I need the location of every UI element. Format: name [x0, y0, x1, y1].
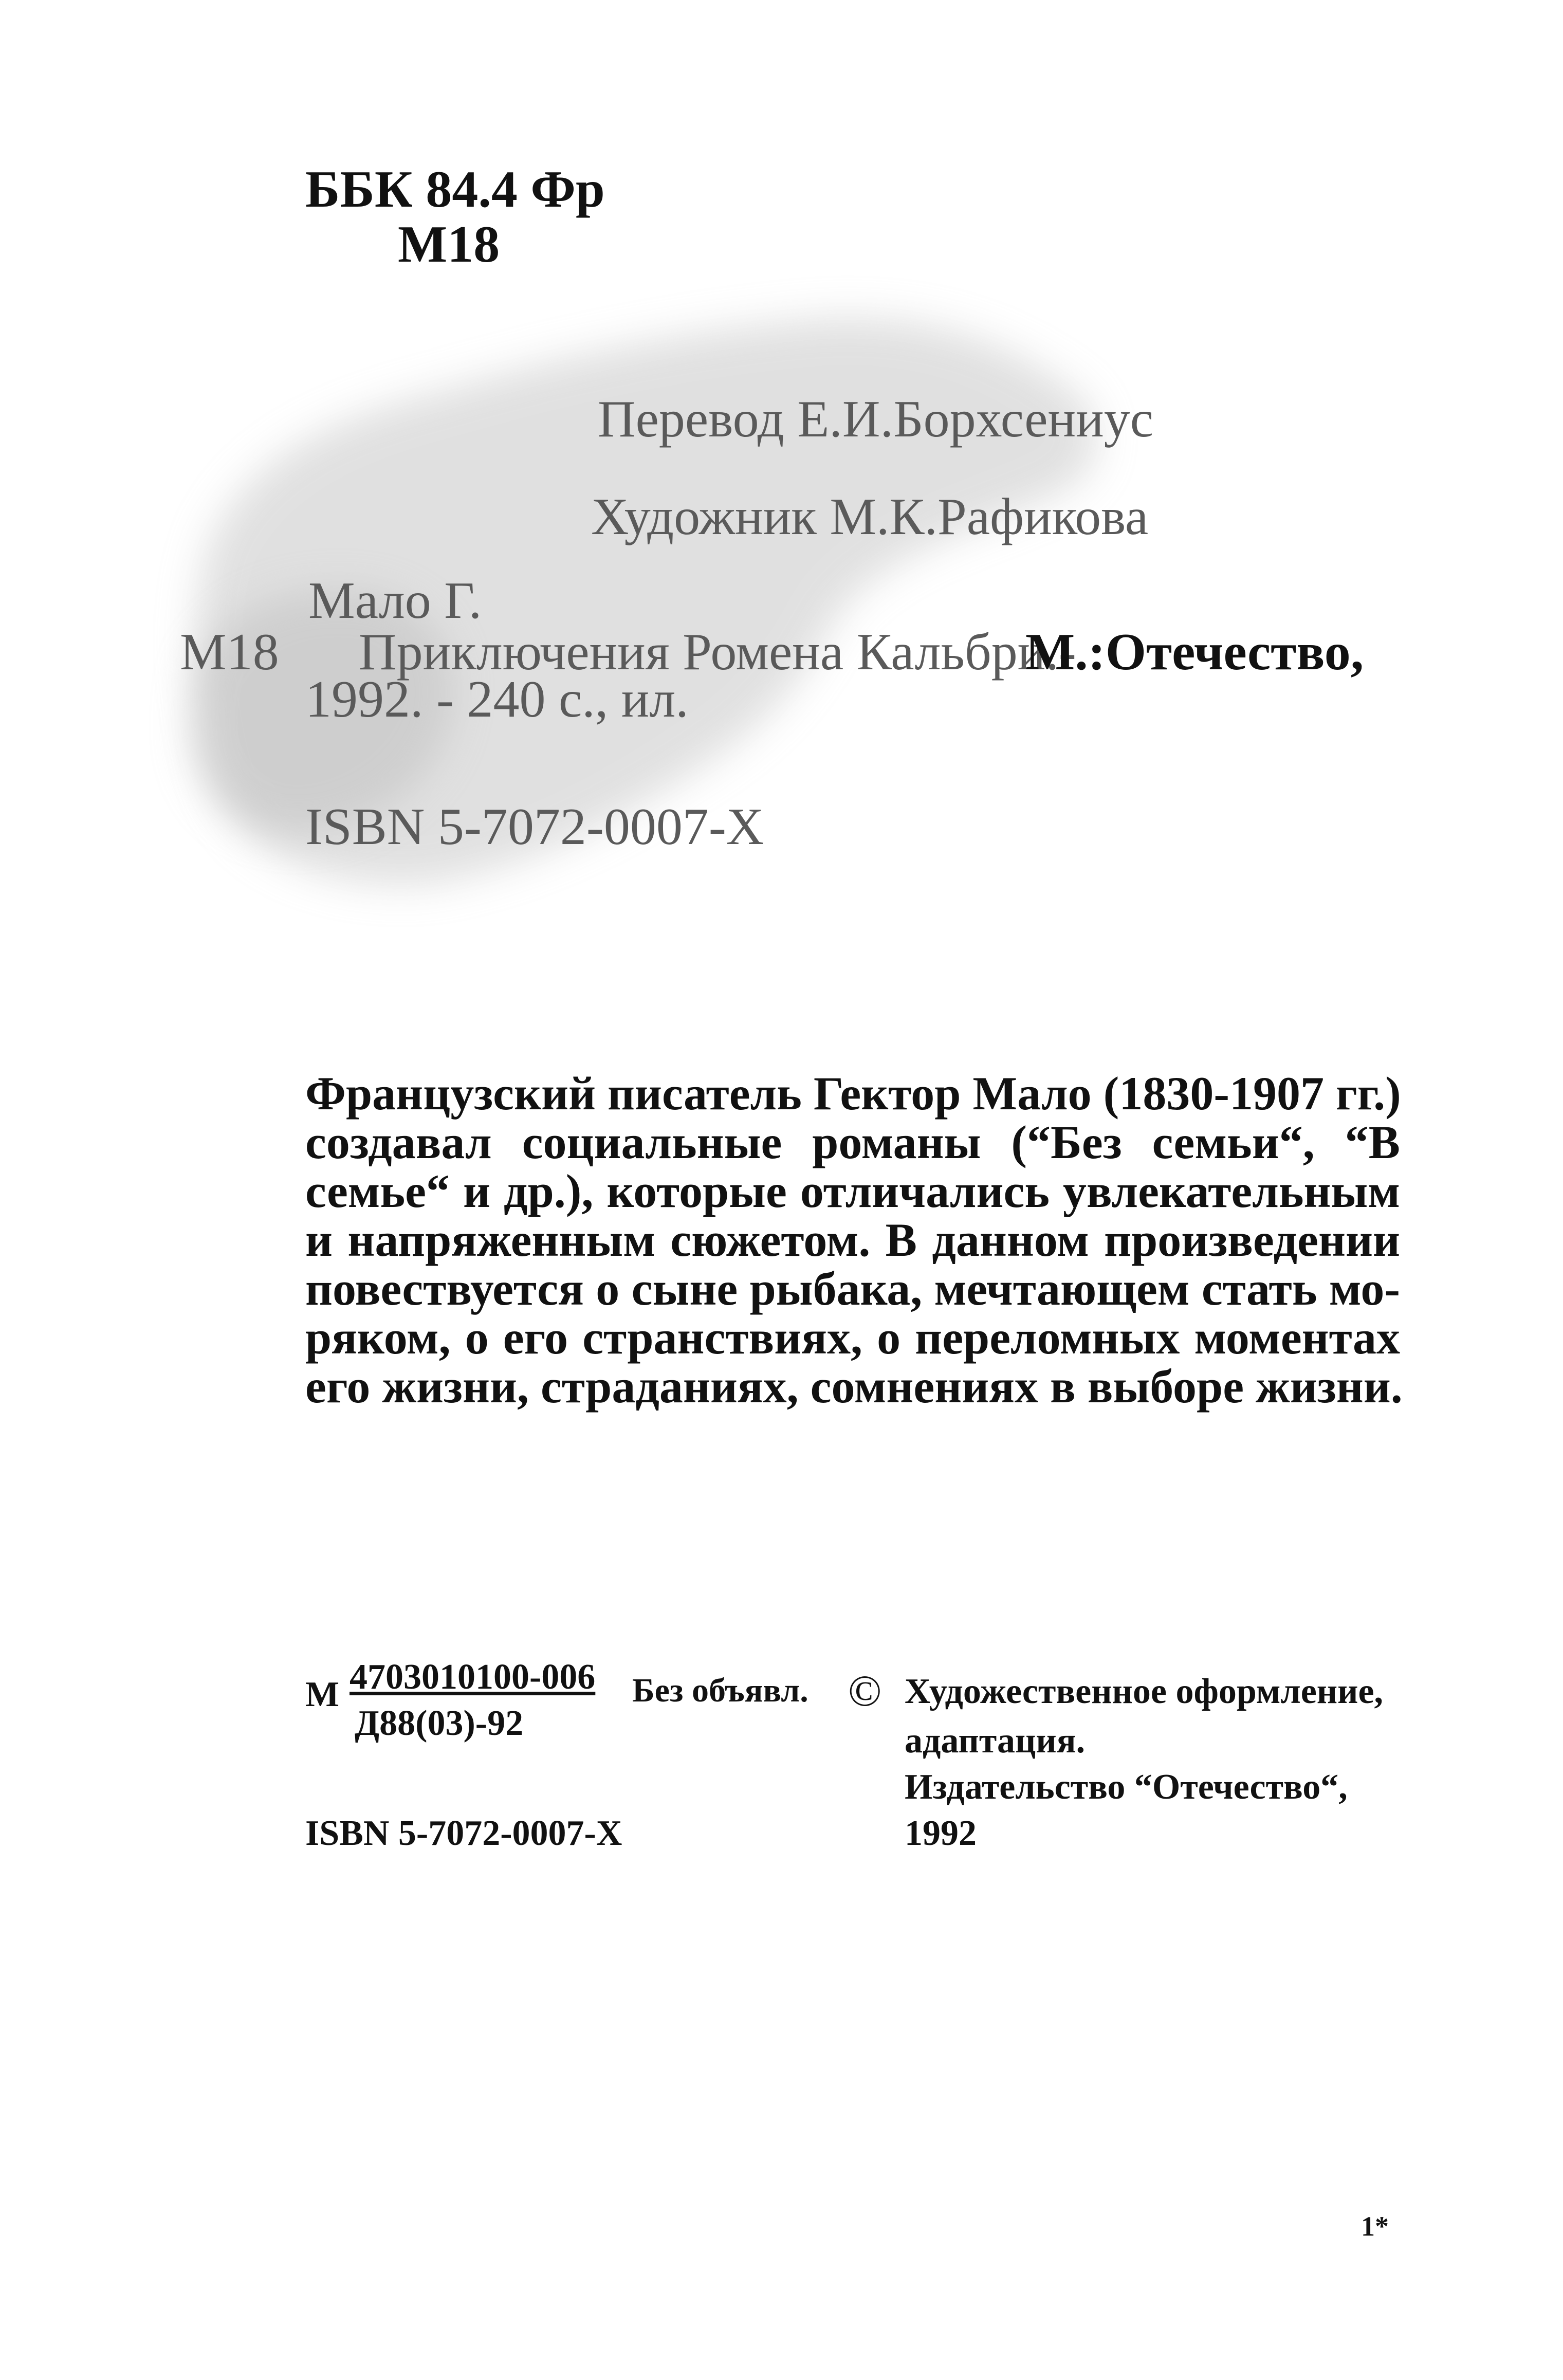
catalog-year-pages: 1992. - 240 с., ил. [305, 670, 689, 728]
annotation-paragraph [305, 1067, 1403, 1413]
catalog-side-mark: М18 [180, 623, 279, 681]
annotation-line: его жизни, страданиях, сомнениях в выборе жизни. [305, 1360, 1403, 1413]
catalog-isbn: ISBN 5-7072-0007-X [305, 798, 764, 856]
imprint-code: Д88(03)-92 [355, 1704, 524, 1743]
catalog-author: Мало Г. [308, 572, 482, 630]
author-mark: М18 [398, 215, 500, 273]
imprint-prefix: М [305, 1675, 340, 1714]
annotation-line: Французский писатель Гектор Мало (1830-1907 гг.) [305, 1067, 1401, 1120]
catalog-publisher: М.:Отечество, [1025, 623, 1364, 681]
translator-credit: Перевод Е.И.Борхсениус [598, 390, 1153, 448]
annotation-line: ряком, о его странствиях, о переломных моментах [305, 1311, 1400, 1364]
annotation-line: создавал социальные романы (“Без семьи“, “В [305, 1116, 1400, 1168]
rights-line-3: Издательство “Отечество“, [905, 1767, 1348, 1807]
catalog-title: Приключения Ромена Кальбри.- [359, 623, 1076, 681]
artist-credit: Художник М.К.Рафикова [591, 488, 1149, 546]
annotation-line: и напряженным сюжетом. В данном произведении [305, 1214, 1400, 1266]
imprint-number: 4703010100-006 [350, 1657, 596, 1697]
bbk-classification: ББК 84.4 Фр [305, 160, 605, 218]
signature-mark: 1* [1361, 2211, 1389, 2242]
imprint-no-announcement: Без объявл. [632, 1672, 808, 1709]
imprint-isbn: ISBN 5-7072-0007-X [305, 1814, 622, 1853]
rights-line-2: адаптация. [905, 1721, 1086, 1761]
annotation-line: повествуется о сыне рыбака, мечтающем стать мо- [305, 1262, 1400, 1315]
rights-line-1: Художественное оформление, [905, 1672, 1384, 1711]
rights-year: 1992 [905, 1814, 977, 1853]
annotation-line: семье“ и др.), которые отличались увлекательным [305, 1165, 1400, 1217]
copyright-icon: © [848, 1666, 882, 1715]
